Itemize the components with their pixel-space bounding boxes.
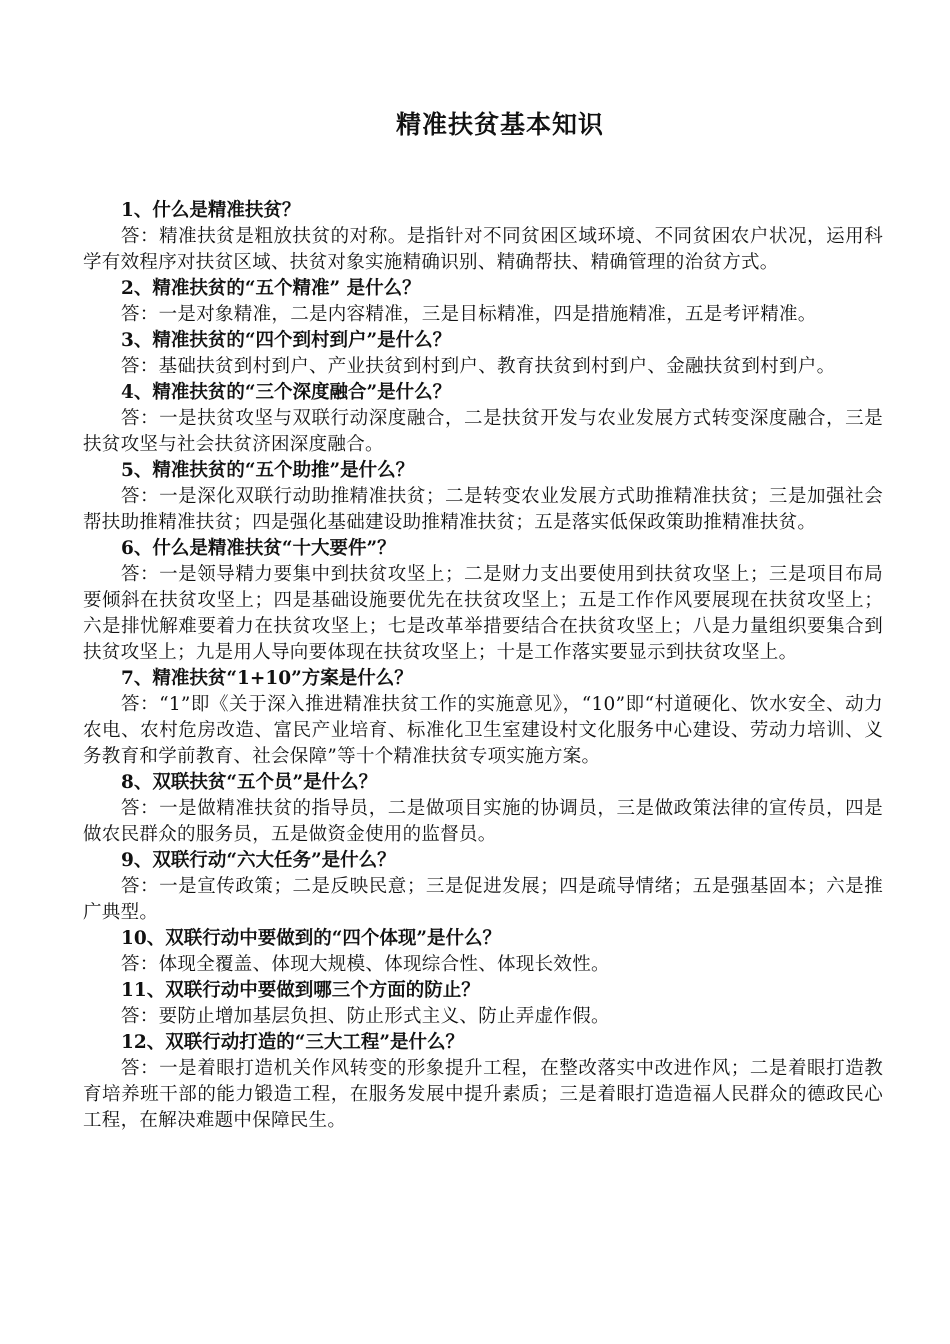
qa-item-9: [83, 848, 883, 926]
answer-6: 答：一是领导精力要集中到扶贫攻坚上；二是财力支出要使用到扶贫攻坚上；三是项目布局要倾斜在扶贫攻坚上；四是基础设施要优先在扶贫攻坚上；五是工作作风要展现在扶贫攻坚上；六是排忧解难要着力在扶贫攻坚上；七是改革举措要结合在扶贫攻坚上；八是力量组织要集合到扶贫攻坚上；九是用人导向要体现在扶贫攻坚上；十是工作落实要显示到扶贫攻坚上。: [83, 564, 883, 663]
answer-3: 答：基础扶贫到村到户、产业扶贫到村到户、教育扶贫到村到户、金融扶贫到村到户。: [121, 356, 836, 377]
answer-4: 答：一是扶贫攻坚与双联行动深度融合，二是扶贫开发与农业发展方式转变深度融合，三是扶贫攻坚与社会扶贫济困深度融合。: [83, 408, 883, 455]
answer-5: 答：一是深化双联行动助推精准扶贫；二是转变农业发展方式助推精准扶贫；三是加强社会帮扶助推精准扶贫；四是强化基础建设助推精准扶贫；五是落实低保政策助推精准扶贫。: [83, 486, 883, 533]
qa-item-3: [83, 328, 883, 380]
answer-11: 答：要防止增加基层负担、防止形式主义、防止弄虚作假。: [121, 1006, 610, 1027]
question-6: 6、什么是精准扶贫“十大要件”？: [121, 538, 396, 559]
qa-item-11: [83, 978, 883, 1030]
answer-10: 答：体现全覆盖、体现大规模、体现综合性、体现长效性。: [121, 954, 610, 975]
question-2: 2、精准扶贫的“五个精准” 是什么？: [121, 278, 421, 299]
question-7: 7、精准扶贫“1+10”方案是什么？: [121, 668, 413, 689]
question-3: 3、精准扶贫的“四个到村到户”是什么？: [121, 330, 452, 351]
question-5: 5、精准扶贫的“五个助推”是什么？: [121, 460, 415, 481]
qa-item-12: [83, 1030, 883, 1134]
qa-item-5: [83, 458, 883, 536]
qa-list: [83, 198, 883, 1134]
answer-7: 答：“1”即《关于深入推进精准扶贫工作的实施意见》，“10”即“村道硬化、饮水安全、动力农电、农村危房改造、富民产业培育、标准化卫生室建设村文化服务中心建设、劳动力培训、义务教育和学前教育、社会保障”等十个精准扶贫专项实施方案。: [83, 694, 883, 767]
question-11: 11、双联行动中要做到哪三个方面的防止？: [121, 980, 480, 1001]
answer-12: 答：一是着眼打造机关作风转变的形象提升工程，在整改落实中改进作风；二是着眼打造教育培养班干部的能力锻造工程，在服务发展中提升素质；三是着眼打造造福人民群众的德政民心工程，在解决难题中保障民生。: [83, 1058, 883, 1131]
qa-item-1: [83, 198, 883, 276]
answer-2: 答：一是对象精准，二是内容精准，三是目标精准，四是措施精准，五是考评精准。: [121, 304, 817, 325]
question-4: 4、精准扶贫的“三个深度融合”是什么？: [121, 382, 452, 403]
qa-item-2: [83, 276, 883, 328]
question-10: 10、双联行动中要做到的“四个体现”是什么？: [121, 928, 502, 949]
qa-item-7: [83, 666, 883, 770]
qa-item-10: [83, 926, 883, 978]
question-12: 12、双联行动打造的“三大工程”是什么？: [121, 1032, 465, 1053]
question-9: 9、双联行动“六大任务”是什么？: [121, 850, 396, 871]
question-8: 8、双联扶贫“五个员”是什么？: [121, 772, 378, 793]
answer-9: 答：一是宣传政策；二是反映民意；三是促进发展；四是疏导情绪；五是强基固本；六是推广典型。: [83, 876, 883, 923]
document-title: 精准扶贫基本知识: [395, 110, 604, 139]
qa-item-6: [83, 536, 883, 666]
answer-8: 答：一是做精准扶贫的指导员，二是做项目实施的协调员，三是做政策法律的宣传员，四是做农民群众的服务员，五是做资金使用的监督员。: [83, 798, 883, 845]
answer-1: 答：精准扶贫是粗放扶贫的对称。是指针对不同贫困区域环境、不同贫困农户状况，运用科学有效程序对扶贫区域、扶贫对象实施精确识别、精确帮扶、精确管理的治贫方式。: [83, 226, 883, 273]
qa-item-4: [83, 380, 883, 458]
question-1: 1、什么是精准扶贫？: [121, 200, 301, 221]
qa-item-8: [83, 770, 883, 848]
